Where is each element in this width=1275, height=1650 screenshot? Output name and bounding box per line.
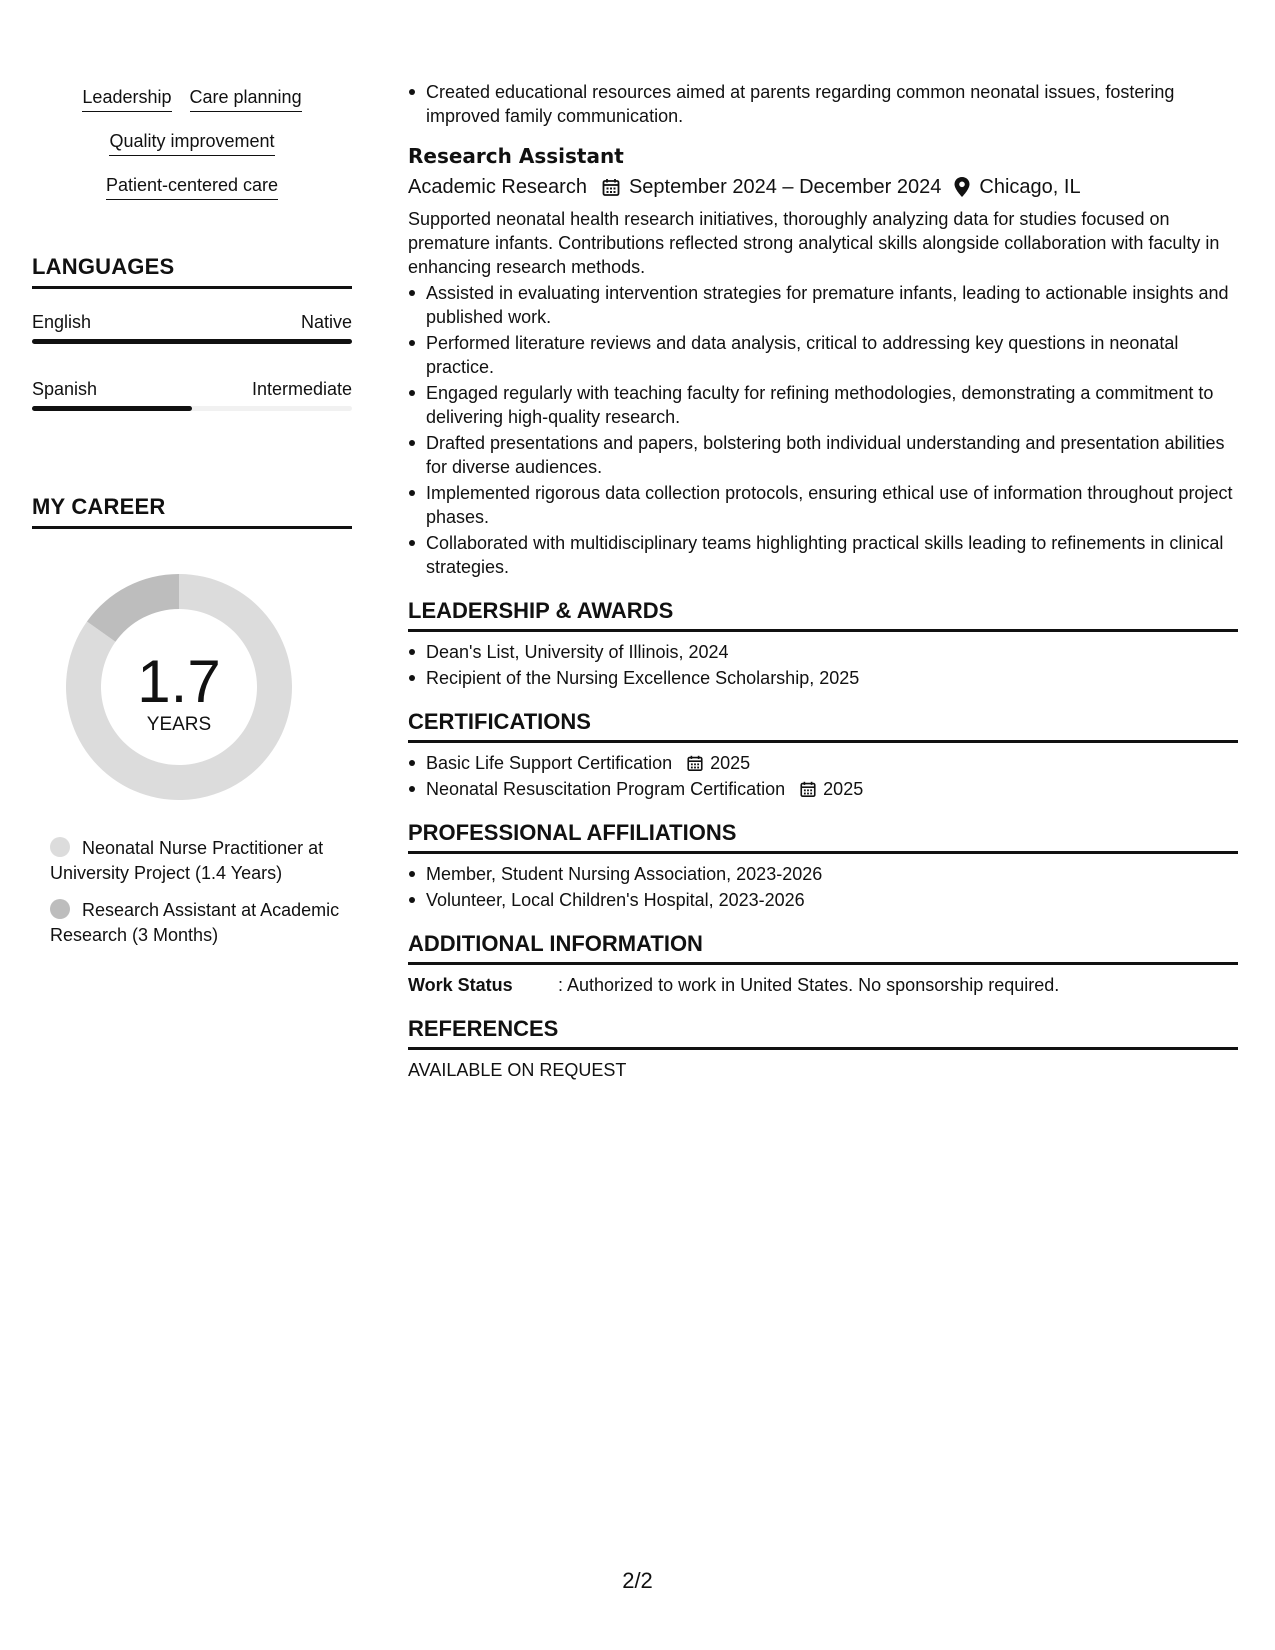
- skill-tag: Leadership: [82, 86, 171, 112]
- right-column: [408, 80, 1238, 1082]
- job-location: Chicago, IL: [979, 176, 1081, 198]
- career-heading: MY CAREER: [32, 494, 352, 529]
- page-number: 2/2: [622, 1568, 653, 1593]
- job-company: Academic Research: [408, 176, 587, 198]
- legend-dot: [50, 837, 70, 857]
- language-bar-fill: [32, 339, 352, 344]
- list-item: Drafted presentations and papers, bolstering both individual understanding and presentation abilities for diverse audiences.: [408, 431, 1238, 479]
- job-dates: September 2024 – December 2024: [628, 176, 942, 198]
- language-item: [32, 378, 352, 411]
- list-item: [408, 751, 1238, 775]
- career-total-unit: YEARS: [146, 714, 212, 735]
- languages-section: [32, 254, 352, 411]
- skill-tag: Quality improvement: [109, 130, 274, 156]
- job-meta: [408, 173, 1238, 201]
- previous-job-bullets: [408, 80, 1238, 128]
- references-text: AVAILABLE ON REQUEST: [408, 1060, 627, 1080]
- language-name: Spanish: [32, 379, 98, 399]
- legend-dot: [50, 899, 70, 919]
- awards-heading: LEADERSHIP & AWARDS: [408, 597, 1238, 632]
- legend-label: Neonatal Nurse Practitioner at University Project (1.4 Years): [50, 838, 324, 883]
- list-item: Dean's List, University of Illinois, 2024: [408, 640, 1238, 664]
- language-level: Intermediate: [251, 379, 352, 399]
- work-status-value: : Authorized to work in United States. No sponsorship required.: [558, 975, 1060, 995]
- certifications-heading: CERTIFICATIONS: [408, 708, 1238, 743]
- list-item: Implemented rigorous data collection protocols, ensuring ethical use of information throughout project phases.: [408, 481, 1238, 529]
- list-item: Created educational resources aimed at parents regarding common neonatal issues, fostering improved family communication.: [408, 80, 1238, 128]
- references-heading: REFERENCES: [408, 1015, 1238, 1050]
- list-item: Volunteer, Local Children's Hospital, 2023-2026: [408, 888, 1238, 912]
- skills-list: [32, 86, 352, 218]
- language-bar: [32, 406, 352, 411]
- job-title: Research Assistant: [408, 144, 624, 168]
- skill-tag: Patient-centered care: [106, 174, 278, 200]
- additional-heading: ADDITIONAL INFORMATION: [408, 930, 1238, 965]
- list-item: Performed literature reviews and data analysis, critical to addressing key questions in neonatal practice.: [408, 331, 1238, 379]
- career-legend: [50, 836, 340, 960]
- skill-tag: Care planning: [190, 86, 302, 112]
- language-name: English: [32, 312, 92, 332]
- map-pin-icon: [953, 176, 971, 198]
- affiliations-list: [408, 862, 1238, 912]
- language-level: Native: [300, 312, 352, 332]
- career-total: [66, 648, 292, 736]
- list-item: Assisted in evaluating intervention strategies for premature infants, leading to actionable insights and published work.: [408, 281, 1238, 329]
- list-item: Collaborated with multidisciplinary teams highlighting practical skills leading to refinements in clinical strategies.: [408, 531, 1238, 579]
- list-item: Recipient of the Nursing Excellence Scholarship, 2025: [408, 666, 1238, 690]
- language-bar: [32, 339, 352, 344]
- calendar-icon: [686, 754, 704, 772]
- job-bullets: [408, 281, 1238, 579]
- certification-name: Basic Life Support Certification: [426, 753, 673, 773]
- list-item: [408, 777, 1238, 801]
- legend-label: Research Assistant at Academic Research (3 Months): [50, 900, 340, 945]
- calendar-icon: [601, 177, 621, 197]
- legend-item: [50, 836, 340, 886]
- language-item: [32, 311, 352, 344]
- languages-heading: LANGUAGES: [32, 254, 352, 289]
- career-total-number: 1.7: [137, 648, 221, 715]
- list-item: Engaged regularly with teaching faculty for refining methodologies, demonstrating a commitment to delivering high-quality research.: [408, 381, 1238, 429]
- calendar-icon: [799, 780, 817, 798]
- work-status-label: Work Status: [408, 975, 513, 995]
- affiliations-heading: PROFESSIONAL AFFILIATIONS: [408, 819, 1238, 854]
- certification-year: 2025: [710, 753, 751, 773]
- certification-name: Neonatal Resuscitation Program Certification: [426, 779, 786, 799]
- work-status-row: [408, 973, 1238, 997]
- certifications-list: [408, 751, 1238, 801]
- certification-year: 2025: [823, 779, 864, 799]
- language-bar-fill: [32, 406, 192, 411]
- awards-list: [408, 640, 1238, 690]
- legend-item: [50, 898, 340, 948]
- career-section: [32, 494, 352, 529]
- job-description: Supported neonatal health research initiatives, thoroughly analyzing data for studies focused on premature infants. Contributions reflected strong analytical skills alongside collaboration with faculty in enhancing research methods.: [408, 209, 1220, 277]
- list-item: Member, Student Nursing Association, 2023-2026: [408, 862, 1238, 886]
